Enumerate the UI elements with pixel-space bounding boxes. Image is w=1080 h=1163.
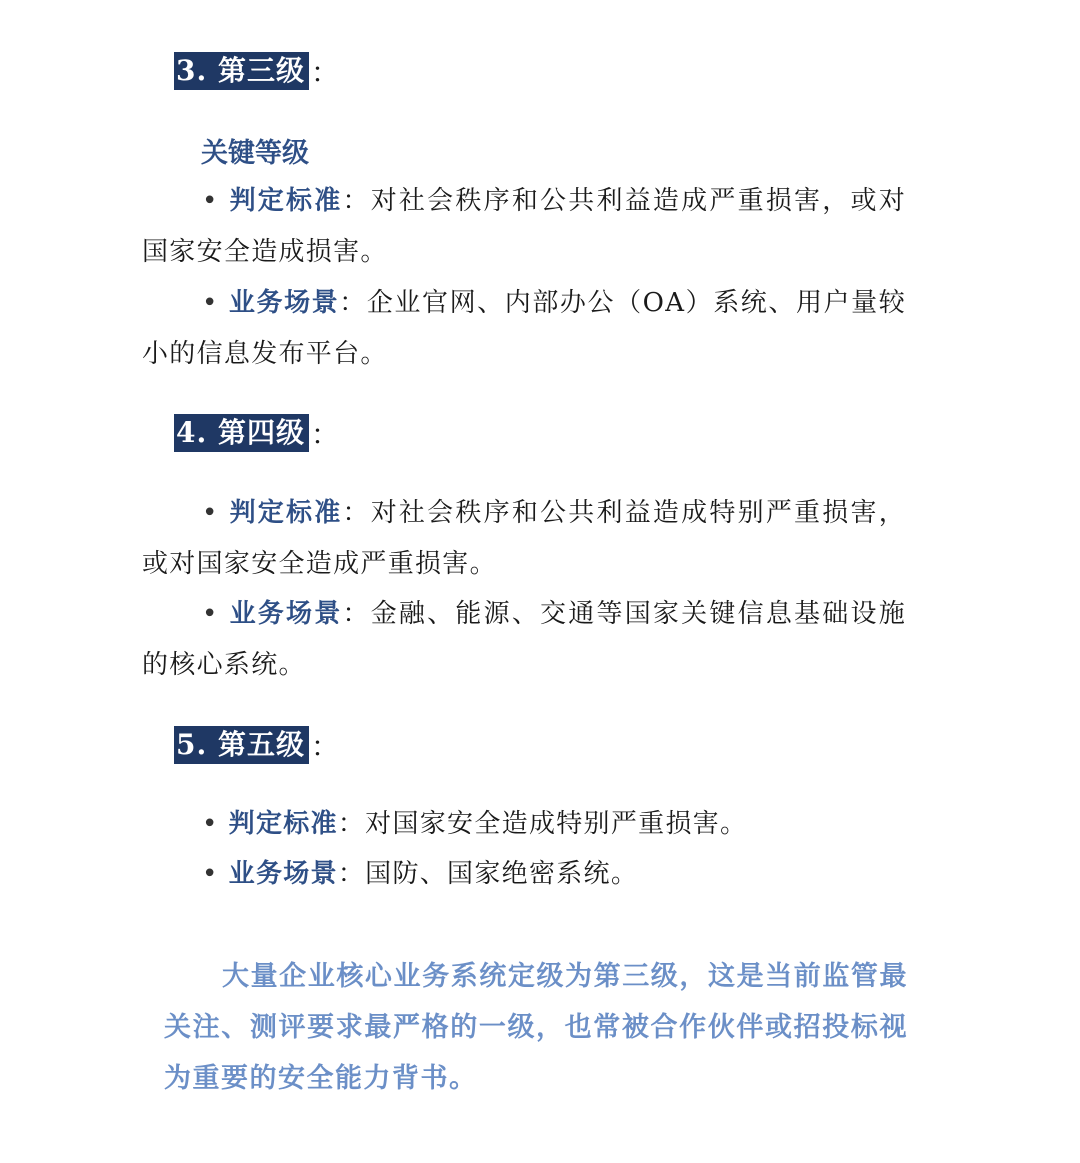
- bullet-icon: •: [202, 859, 219, 889]
- criteria-text: 对社会秩序和公共利益造成严重损害，或对国家安全造成损害。: [142, 186, 907, 267]
- criteria-text: 对国家安全造成特别严重损害。: [365, 809, 748, 839]
- criteria-term: 判定标准: [228, 498, 343, 528]
- bullet-icon: •: [202, 288, 219, 318]
- term-separator: ：: [342, 186, 371, 216]
- level-3-criteria-item: [142, 176, 906, 278]
- level-5-heading-label: 5. 第五级: [174, 726, 309, 764]
- scenario-term: 业务场景: [228, 859, 338, 889]
- bullet-icon: •: [202, 186, 219, 216]
- term-separator: ：: [342, 599, 371, 629]
- term-separator: ：: [337, 859, 366, 889]
- bullet-icon: •: [202, 809, 219, 839]
- scenario-term: 业务场景: [228, 288, 340, 318]
- summary-paragraph: 大量企业核心业务系统定级为第三级，这是当前监管最关注、测评要求最严格的一级，也常被合作伙伴或招投标视为重要的安全能力背书。: [164, 961, 908, 1094]
- level-3-heading-label: 3. 第三级: [174, 52, 309, 90]
- level-5-heading-colon: ：: [310, 730, 340, 763]
- term-separator: ：: [339, 288, 367, 318]
- scenario-term: 业务场景: [228, 599, 343, 629]
- level-4-heading: [174, 414, 340, 452]
- scenario-text: 金融、能源、交通等国家关键信息基础设施的核心系统。: [142, 599, 907, 680]
- level-3-scenario-item: [142, 278, 906, 380]
- level-5-heading: [174, 726, 340, 764]
- term-separator: ：: [337, 809, 366, 839]
- scenario-text: 国防、国家绝密系统。: [365, 859, 639, 889]
- scenario-text: 企业官网、内部办公（OA）系统、用户量较小的信息发布平台。: [142, 288, 906, 369]
- bullet-icon: •: [202, 498, 219, 528]
- level-5-scenario-item: [142, 849, 906, 900]
- criteria-term: 判定标准: [228, 186, 343, 216]
- level-5-criteria-item: [142, 799, 906, 850]
- level-3-subheading: 关键等级: [201, 138, 309, 169]
- criteria-term: 判定标准: [228, 809, 338, 839]
- level-3-heading-colon: ：: [310, 56, 340, 89]
- bullet-icon: •: [202, 599, 219, 629]
- level-4-heading-label: 4. 第四级: [174, 414, 309, 452]
- term-separator: ：: [342, 498, 371, 528]
- level-3-heading: [174, 52, 340, 90]
- level-4-criteria-item: [142, 488, 906, 590]
- level-4-scenario-item: [142, 589, 906, 691]
- level-4-heading-colon: ：: [310, 418, 340, 451]
- criteria-text: 对社会秩序和公共利益造成特别严重损害，或对国家安全造成严重损害。: [142, 498, 907, 579]
